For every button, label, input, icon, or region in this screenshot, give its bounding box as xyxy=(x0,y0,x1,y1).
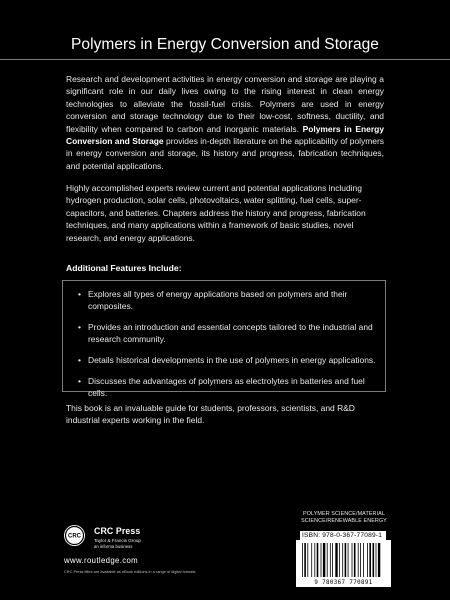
publisher-business: an informa business xyxy=(94,544,133,549)
subject-line-2: SCIENCE/RENEWABLE ENERGY xyxy=(301,517,387,524)
isbn-label: ISBN: 978-0-367-77089-1 xyxy=(300,531,386,540)
publisher-group: Taylor & Francis Group xyxy=(94,538,141,543)
features-heading: Additional Features Include: xyxy=(66,263,182,273)
barcode xyxy=(296,540,391,587)
feature-item: • Provides an introduction and essential concepts tailored to the industrial and research community. xyxy=(78,321,377,345)
features-list xyxy=(63,281,385,399)
description-paragraph-2: Highly accomplished experts review current and potential applications including hydrogen production, solar cells, photovoltaics, water splitting, fuel cells, super-capacitors, and batteries. Chapters address the history and progress, fabrication techniques, and many applications within a framework of basic studies, novel research, and energy applications. xyxy=(66,183,366,243)
description-title-bold: Polymers in Energy Conversion and Storage xyxy=(66,123,385,147)
description-text-start: Research and development activities in energy conversion and storage are playing a significant role in our daily lives owing to the rising interest in clean energy technologies to alleviate the fossil-fuel crisis. Polymers are used in energy conversion and storage technology due to their low-cost, softness, ductility, and flexibility when compared to carbon and inorganic materials. xyxy=(66,74,384,134)
description-paragraph-1 xyxy=(66,73,384,172)
subject-line-1: POLYMER SCIENCE/MATERIAL xyxy=(303,511,385,517)
publisher-name: CRC Press xyxy=(94,526,141,536)
feature-item: • Discusses the advantages of polymers as electrolytes in batteries and fuel cells. xyxy=(78,375,377,399)
subject-category xyxy=(300,511,388,525)
description-text-end: provides in-depth literature on the applicability of polymers in energy conversion and storage, its history and progress, fabrication techniques, and potential applications. xyxy=(66,136,384,171)
publisher-url: www.routledge.com xyxy=(64,556,138,565)
crc-logo-icon xyxy=(64,525,85,546)
title-divider xyxy=(0,59,450,60)
ebook-note: CRC Press titles are available as eBook editions in a range of digital formats xyxy=(64,569,196,574)
feature-item: • Details historical developments in the use of polymers in energy applications. xyxy=(78,354,377,366)
crc-press-logo xyxy=(64,525,85,546)
book-title: Polymers in Energy Conversion and Storage xyxy=(71,36,379,53)
crc-logo-text: CRC xyxy=(68,533,81,540)
barcode-number: 9 780367 770891 xyxy=(314,580,373,586)
closing-paragraph: This book is an invaluable guide for students, professors, scientists, and R&D industrial experts working in the field. xyxy=(66,403,355,426)
barcode-bars-icon xyxy=(296,540,391,580)
features-box xyxy=(62,280,386,398)
feature-item: • Explores all types of energy applications based on polymers and their composites. xyxy=(78,288,377,312)
